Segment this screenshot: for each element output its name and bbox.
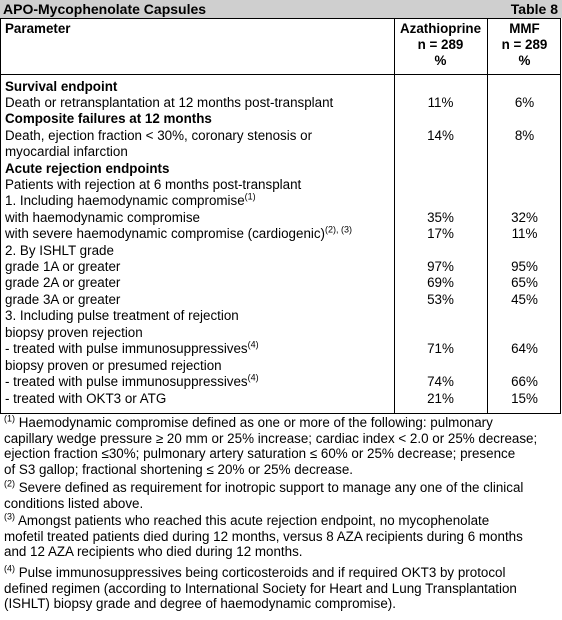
section-heading-survival: Survival endpoint bbox=[5, 79, 118, 94]
footnote-ref-2-3: (2), (3) bbox=[325, 224, 353, 235]
row-grade-2a-label: grade 2A or greater bbox=[5, 275, 121, 290]
footnote-4-marker: (4) bbox=[4, 563, 15, 574]
results-table bbox=[0, 18, 561, 414]
footnote-2 bbox=[4, 480, 558, 511]
footnote-1-marker: (1) bbox=[4, 413, 15, 424]
footnote-3-line: Amongst patients who reached this acute rejection endpoint, no mycophenolate bbox=[15, 513, 490, 528]
row-grade-2a-aza: 69% bbox=[427, 275, 454, 290]
row-severe-compromise-aza: 17% bbox=[427, 226, 454, 241]
row-composite-label: Death, ejection fraction < 30%, coronary stenosis or bbox=[5, 128, 313, 143]
footnote-1-line: capillary wedge pressure ≥ 20 mm or 25% increase; cardiac index < 2.0 or 25% decrease; bbox=[4, 430, 538, 446]
footnote-3-marker: (3) bbox=[4, 511, 15, 522]
section-heading-composite: Composite failures at 12 months bbox=[5, 111, 212, 126]
row-death-retransplant-label: Death or retransplantation at 12 months post-transplant bbox=[5, 95, 334, 110]
row-grade-3a-mmf: 45% bbox=[511, 292, 538, 307]
row-haemodynamic-compromise-aza: 35% bbox=[427, 210, 454, 225]
row-pulse-treatment-label: 3. Including pulse treatment of rejection bbox=[5, 308, 239, 323]
footnote-2-marker: (2) bbox=[4, 478, 15, 489]
row-presumed-pulse-aza: 74% bbox=[427, 374, 454, 389]
row-grade-1a-label: grade 1A or greater bbox=[5, 259, 121, 274]
footnote-3 bbox=[4, 513, 558, 560]
row-death-retransplant-aza: 11% bbox=[427, 95, 454, 110]
column-header-azathioprine-unit: % bbox=[434, 53, 447, 68]
row-grade-3a-label: grade 3A or greater bbox=[5, 292, 121, 307]
row-okt3-atg-mmf: 15% bbox=[511, 391, 538, 406]
row-okt3-atg-aza: 21% bbox=[427, 391, 454, 406]
column-header-parameter: Parameter bbox=[5, 21, 71, 36]
column-header-mmf-n: n = 289 bbox=[501, 37, 548, 52]
footnote-1-line: of S3 gallop; fractional shortening ≤ 20% or 25% decrease. bbox=[4, 461, 354, 477]
row-composite-aza: 14% bbox=[427, 128, 454, 143]
row-haemodynamic-compromise-label: with haemodynamic compromise bbox=[5, 210, 200, 225]
footnote-2-line: Severe defined as requirement for inotropic support to manage any one of the clinical bbox=[15, 480, 524, 495]
row-proven-pulse-label bbox=[5, 341, 259, 357]
footnote-ref-4: (4) bbox=[247, 339, 259, 350]
row-haemodynamic-compromise-mmf: 32% bbox=[511, 210, 538, 225]
row-composite-label-cont: myocardial infarction bbox=[5, 144, 128, 159]
row-proven-pulse-aza: 71% bbox=[427, 341, 454, 356]
footnote-4-line: (ISHLT) biopsy grade and degree of haemodynamic compromise). bbox=[4, 596, 396, 612]
row-severe-compromise-label bbox=[5, 226, 352, 242]
table-title-bar bbox=[0, 0, 562, 18]
row-okt3-atg-label: - treated with OKT3 or ATG bbox=[5, 391, 167, 406]
row-rejection-6m-label: Patients with rejection at 6 months post-transplant bbox=[5, 177, 302, 192]
row-proven-pulse-text: - treated with pulse immunosuppressives bbox=[5, 341, 248, 356]
footnote-4-line: Pulse immunosuppressives being corticosteroids and if required OKT3 by protocol bbox=[15, 565, 506, 580]
column-header-azathioprine-n: n = 289 bbox=[417, 37, 464, 52]
row-composite-mmf: 8% bbox=[514, 128, 535, 143]
footnote-1-line: Haemodynamic compromise defined as one or more of the following: pulmonary bbox=[15, 415, 493, 430]
row-grade-1a-aza: 97% bbox=[427, 259, 454, 274]
table-header bbox=[1, 19, 560, 75]
column-header-azathioprine: Azathioprine bbox=[399, 21, 482, 36]
row-by-ishlt-grade-label: 2. By ISHLT grade bbox=[5, 243, 114, 258]
row-presumed-pulse-label bbox=[5, 374, 259, 390]
row-grade-1a-mmf: 95% bbox=[511, 259, 538, 274]
row-proven-presumed-label: biopsy proven or presumed rejection bbox=[5, 358, 222, 373]
row-severe-compromise-mmf: 11% bbox=[511, 226, 538, 241]
footnote-ref-1: (1) bbox=[244, 191, 256, 202]
row-proven-pulse-mmf: 64% bbox=[511, 341, 538, 356]
row-presumed-pulse-mmf: 66% bbox=[511, 374, 538, 389]
row-including-haemodynamic-text: 1. Including haemodynamic compromise bbox=[5, 193, 245, 208]
row-death-retransplant-mmf: 6% bbox=[514, 95, 535, 110]
footnote-3-line: mofetil treated patients died during 12 months, versus 8 AZA recipients during 6 months bbox=[4, 528, 523, 544]
footnote-1-line: ejection fraction ≤30%; pulmonary artery saturation ≤ 60% or 25% decrease; presence bbox=[4, 446, 516, 462]
row-presumed-pulse-text: - treated with pulse immunosuppressives bbox=[5, 374, 248, 389]
column-header-mmf-unit: % bbox=[518, 53, 531, 68]
row-including-haemodynamic-label bbox=[5, 193, 256, 209]
footnote-3-line: and 12 AZA recipients who died during 12 months. bbox=[4, 544, 303, 560]
table-number: Table 8 bbox=[510, 1, 558, 17]
footnote-ref-4b: (4) bbox=[247, 372, 259, 383]
footnote-4-line: defined regimen (according to International Society for Heart and Lung Transplantation bbox=[4, 580, 517, 596]
footnote-4 bbox=[4, 565, 558, 612]
footnote-1 bbox=[4, 415, 558, 477]
column-header-mmf: MMF bbox=[509, 21, 540, 36]
section-heading-acute-rejection: Acute rejection endpoints bbox=[5, 161, 170, 176]
footnote-2-line: conditions listed above. bbox=[4, 495, 144, 511]
row-severe-compromise-text: with severe haemodynamic compromise (cardiogenic) bbox=[5, 226, 326, 241]
document-title: APO-Mycophenolate Capsules bbox=[3, 1, 207, 17]
row-grade-3a-aza: 53% bbox=[427, 292, 454, 307]
row-biopsy-proven-label: biopsy proven rejection bbox=[5, 325, 143, 340]
row-grade-2a-mmf: 65% bbox=[511, 275, 538, 290]
